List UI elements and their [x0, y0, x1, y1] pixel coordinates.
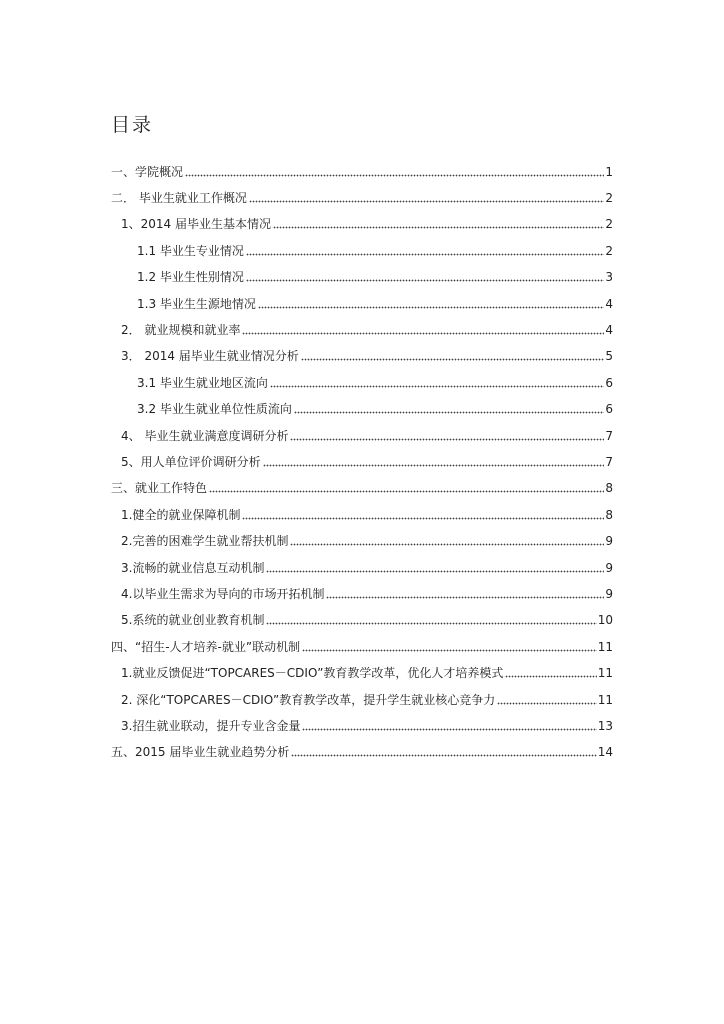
- toc-page-number: 6: [605, 402, 613, 417]
- toc-entry[interactable]: [0, 212, 724, 238]
- toc-entry-text: 3.1 毕业生就业地区流向: [137, 375, 268, 390]
- toc-entry[interactable]: [0, 397, 724, 423]
- toc-page-number: 5: [605, 349, 613, 364]
- toc-title: 目录: [111, 114, 154, 136]
- toc-page-number: 11: [597, 639, 613, 654]
- toc-page-number: 9: [605, 560, 613, 575]
- toc-dot-leader: [505, 672, 596, 681]
- toc-page-number: 2: [605, 191, 613, 206]
- toc-dot-leader: [242, 329, 604, 338]
- toc-dot-leader: [246, 250, 604, 259]
- toc-entry[interactable]: [0, 687, 724, 713]
- toc-entry[interactable]: [0, 344, 724, 370]
- toc-page-number: 8: [605, 481, 613, 496]
- toc-entry-text: 1.2 毕业生性别情况: [137, 270, 244, 285]
- toc-entry[interactable]: [0, 502, 724, 528]
- toc-entry-text: 2.完善的困难学生就业帮扶机制: [121, 534, 289, 549]
- toc-entry[interactable]: [0, 159, 724, 185]
- toc-entry-text: 3.流畅的就业信息互动机制: [121, 560, 265, 575]
- toc-page-number: 4: [605, 323, 613, 338]
- toc-entry[interactable]: [0, 555, 724, 581]
- toc-entry[interactable]: [0, 528, 724, 554]
- toc-dot-leader: [291, 751, 596, 760]
- toc-entry[interactable]: [0, 608, 724, 634]
- toc-entry[interactable]: [0, 581, 724, 607]
- toc-entry[interactable]: [0, 740, 724, 766]
- toc-entry[interactable]: [0, 185, 724, 211]
- toc-page-number: 7: [605, 428, 613, 443]
- toc-entry-text: 2. 深化“TOPCARES－CDIO”教育教学改革，提升学生就业核心竞争力: [121, 692, 496, 707]
- toc-entry-text: 一、学院概况: [111, 164, 184, 179]
- toc-dot-leader: [209, 487, 604, 496]
- toc-dot-leader: [302, 725, 596, 734]
- toc-dot-leader: [266, 567, 604, 576]
- toc-dot-leader: [290, 435, 604, 444]
- toc-dot-leader: [273, 223, 604, 232]
- toc-entry[interactable]: [0, 265, 724, 291]
- toc-page-number: 2: [605, 243, 613, 258]
- toc-page-number: 1: [605, 164, 613, 179]
- toc-entry-text: 1、2014 届毕业生基本情况: [121, 217, 271, 232]
- toc-page-number: 4: [605, 296, 613, 311]
- toc-entry-text: 三、就业工作特色: [111, 481, 208, 496]
- toc-page-number: 11: [597, 692, 613, 707]
- toc-dot-leader: [185, 171, 604, 180]
- toc-entry-text: 3.招生就业联动，提升专业含金量: [121, 718, 301, 733]
- toc-entry-text: 4、 毕业生就业满意度调研分析: [121, 428, 289, 443]
- toc-dot-leader: [294, 408, 604, 417]
- toc-dot-leader: [266, 619, 596, 628]
- toc-page-number: 11: [597, 666, 613, 681]
- toc-dot-leader: [301, 355, 605, 364]
- toc-page-number: 2: [605, 217, 613, 232]
- toc-page-number: 6: [605, 375, 613, 390]
- toc-entry-text: 4.以毕业生需求为导向的市场开拓机制: [121, 586, 325, 601]
- toc-page-number: 14: [597, 745, 613, 760]
- toc-page-number: 8: [605, 507, 613, 522]
- toc-dot-leader: [258, 303, 604, 312]
- toc-dot-leader: [242, 514, 604, 523]
- toc-entry[interactable]: [0, 238, 724, 264]
- toc-entry-text: 1.3 毕业生生源地情况: [137, 296, 256, 311]
- toc-entry-text: 3． 2014 届毕业生就业情况分析: [121, 349, 299, 364]
- toc-entry[interactable]: [0, 660, 724, 686]
- toc-list: [0, 159, 724, 766]
- toc-entry-text: 2． 就业规模和就业率: [121, 323, 241, 338]
- toc-entry[interactable]: [0, 423, 724, 449]
- toc-entry-text: 1.1 毕业生专业情况: [137, 243, 244, 258]
- toc-dot-leader: [249, 197, 605, 206]
- toc-page-number: 7: [605, 454, 613, 469]
- toc-entry[interactable]: [0, 476, 724, 502]
- toc-entry-text: 5.系统的就业创业教育机制: [121, 613, 265, 628]
- toc-page-number: 10: [597, 613, 613, 628]
- toc-entry[interactable]: [0, 713, 724, 739]
- toc-entry-text: 五、2015 届毕业生就业趋势分析: [111, 745, 290, 760]
- toc-entry-text: 3.2 毕业生就业单位性质流向: [137, 402, 292, 417]
- toc-entry-text: 1.就业反馈促进“TOPCARES－CDIO”教育教学改革，优化人才培养模式: [121, 666, 504, 681]
- toc-page-number: 9: [605, 586, 613, 601]
- toc-dot-leader: [326, 593, 604, 602]
- toc-page-number: 13: [597, 718, 613, 733]
- toc-entry[interactable]: [0, 634, 724, 660]
- toc-dot-leader: [246, 276, 604, 285]
- toc-dot-leader: [302, 646, 597, 655]
- toc-entry-text: 5、用人单位评价调研分析: [121, 454, 261, 469]
- toc-entry[interactable]: [0, 449, 724, 475]
- toc-dot-leader: [497, 699, 596, 708]
- toc-entry[interactable]: [0, 317, 724, 343]
- toc-entry[interactable]: [0, 291, 724, 317]
- toc-entry[interactable]: [0, 370, 724, 396]
- toc-page-number: 9: [605, 534, 613, 549]
- toc-entry-text: 1.健全的就业保障机制: [121, 507, 241, 522]
- toc-entry-text: 四、“招生-人才培养-就业”联动机制: [111, 639, 301, 654]
- toc-entry-text: 二． 毕业生就业工作概况: [111, 191, 247, 206]
- toc-dot-leader: [290, 540, 604, 549]
- toc-dot-leader: [270, 382, 604, 391]
- toc-dot-leader: [263, 461, 605, 470]
- toc-page-number: 3: [605, 270, 613, 285]
